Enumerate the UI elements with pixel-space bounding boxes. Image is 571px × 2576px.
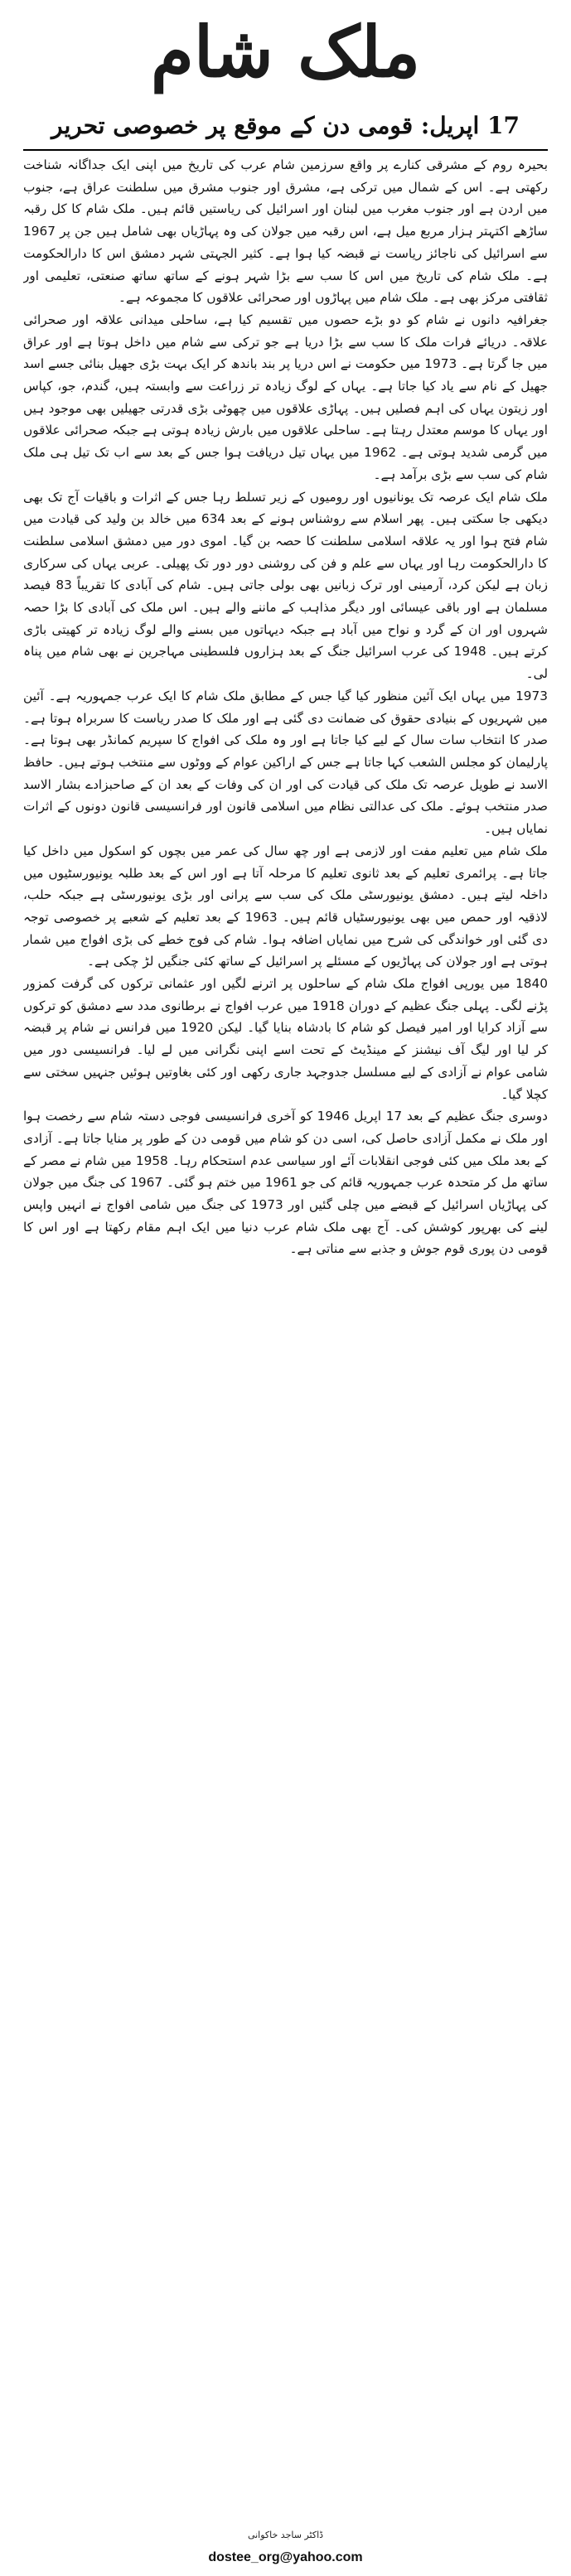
author-byline: ڈاکٹر ساجد خاکوانی [247, 2530, 324, 2540]
article-paragraph: ملک شام میں تعلیم مفت اور لازمی ہے اور چھ سال کی عمر میں بچوں کو اسکول میں داخل کیا جاتا ہے۔ پرائمری تعلیم کے بعد ثانوی تعلیم کا مرحلہ آتا ہے اور اس کے بعد طلبہ یونیورسٹیوں میں داخلہ لیتے ہیں۔ دمشق یونیورسٹی ملک کی سب سے پرانی اور بڑی یونیورسٹی ہے جبکہ حلب، لاذقیہ اور حمص میں بھی یونیورسٹیاں قائم ہیں۔ 1963 کے بعد تعلیم کے شعبے پر خصوصی توجہ دی گئی اور خواندگی کی شرح میں نمایاں اضافہ ہوا۔ شام کی فوج خطے کی بڑی افواج میں شمار ہوتی ہے اور جولان کی پہاڑیوں کے مسئلے پر اسرائیل کے ساتھ کئی جنگیں لڑ چکی ہے۔ [23, 843, 548, 969]
article-paragraph: 1973 میں یہاں ایک آئین منظور کیا گیا جس کے مطابق ملک شام کا ایک عرب جمہوریہ ہے۔ آئین میں شہریوں کے بنیادی حقوق کی ضمانت دی گئی ہے اور ملک کا صدر ریاست کا سربراہ ہوتا ہے۔ صدر کا انتخاب سات سال کے لیے کیا جاتا ہے اور وہ ملک کی افواج کا سپریم کمانڈر بھی ہوتا ہے۔ پارلیمان کو مجلس الشعب کہا جاتا ہے جس کے اراکین عوام کے ووٹوں سے منتخب ہوتے ہیں۔ حافظ الاسد نے طویل عرصہ تک ملک کی قیادت کی اور ان کی وفات کے بعد ان کے صاحبزادے بشار الاسد صدر منتخب ہوئے۔ ملک کی عدالتی نظام میں اسلامی قانون اور فرانسیسی قانون دونوں کے اثرات نمایاں ہیں۔ [23, 688, 548, 837]
article-paragraph: 1840 میں یورپی افواج ملک شام کے ساحلوں پر اترنے لگیں اور عثمانی ترکوں کی گرفت کمزور پڑنے لگی۔ پہلی جنگ عظیم کے دوران 1918 میں عرب افواج نے برطانوی مدد سے دمشق کو ترکوں سے آزاد کرایا اور امیر فیصل کو شام کا بادشاہ بنایا گیا۔ لیکن 1920 میں فرانس نے شام پر قبضہ کر لیا اور لیگ آف نیشنز کے مینڈیٹ کے تحت اسے اپنی نگرانی میں لے لیا۔ فرانسیسی دور میں شامی عوام نے آزادی کے لیے مسلسل جدوجہد جاری رکھی اور کئی بغاوتیں ہوئیں جنہیں سختی سے کچلا گیا۔ [23, 976, 548, 1102]
article-paragraph: بحیرہ روم کے مشرقی کنارے پر واقع سرزمین شام عرب کی تاریخ میں اپنی ایک جداگانہ شناخت رکھتی ہے۔ اس کے شمال میں ترکی ہے، مشرق اور جنوب مشرق میں سلطنت عراق ہے، جنوب میں اردن ہے اور جنوب مغرب میں لبنان اور اسرائیل کی ریاستیں قائم ہیں۔ ملک شام کا کل رقبہ ساڑھے اکتہتر ہزار مربع میل ہے، اس رقبہ میں جولان کی وہ پہاڑیاں بھی شامل ہیں جن پر 1967 سے اسرائیل کی ناجائز ریاست نے قبضہ کیا ہوا ہے۔ کثیر الجہتی شہر دمشق اس کا دارالحکومت ہے۔ ملک شام کی تاریخ میں اس کا سب سے بڑا شہر ہونے کے ساتھ ساتھ صنعتی، تعلیمی اور ثقافتی مرکز بھی ہے۔ ملک شام میں پہاڑوں اور صحرائی علاقوں کا مجموعہ ہے۔ [23, 157, 548, 306]
author-email: dostee_org@yahoo.com [208, 2550, 363, 2564]
article-paragraph: جغرافیہ دانوں نے شام کو دو بڑے حصوں میں تقسیم کیا ہے، ساحلی میدانی علاقہ اور صحرائی علاقہ۔ دریائے فرات ملک کا سب سے بڑا دریا ہے جو ترکی سے شام میں داخل ہوتا ہے اور عراق میں جا گرتا ہے۔ 1973 میں حکومت نے اس دریا پر بند باندھ کر ایک بہت بڑی جھیل بنائی جسے اسد جھیل کے نام سے یاد کیا جاتا ہے۔ یہاں کے لوگ زیادہ تر زراعت سے وابستہ ہیں، گندم، جو، کپاس اور زیتون یہاں کی اہم فصلیں ہیں۔ پہاڑی علاقوں میں چھوٹی بڑی قدرتی جھیلیں بھی موجود ہیں اور یہاں کا موسم معتدل رہتا ہے۔ ساحلی علاقوں میں بارش زیادہ ہوتی ہے جبکہ صحرائی علاقوں میں گرمی شدید ہوتی ہے۔ 1962 میں یہاں تیل دریافت ہوا جس کے بعد سے اب تک تیل ہی ملک شام کی سب سے بڑی برآمد ہے۔ [23, 312, 548, 482]
masthead-title: ملک شام [150, 11, 421, 93]
article-body [23, 154, 548, 2524]
article-subtitle: 17 اپریل: قومی دن کے موقع پر خصوصی تحریر [51, 112, 520, 139]
header-divider [23, 149, 548, 151]
article-paragraph: دوسری جنگ عظیم کے بعد 17 اپریل 1946 کو آخری فرانسیسی فوجی دستہ شام سے رخصت ہوا اور ملک نے مکمل آزادی حاصل کی، اسی دن کو شام میں قومی دن کے طور پر منایا جاتا ہے۔ آزادی کے بعد ملک میں کئی فوجی انقلابات آئے اور سیاسی عدم استحکام رہا۔ 1958 میں شام نے مصر کے ساتھ مل کر متحدہ عرب جمہوریہ قائم کی جو 1961 میں ختم ہو گئی۔ 1967 کی جنگ میں جولان کی پہاڑیاں اسرائیل کے قبضے میں چلی گئیں اور 1973 کی جنگ میں شامی افواج نے انہیں واپس لینے کی بھرپور کوشش کی۔ آج بھی ملک شام عرب دنیا میں ایک اہم مقام رکھتا ہے اور اس کا قومی دن پوری قوم جوش و جذبے سے مناتی ہے۔ [23, 1109, 548, 1257]
article-paragraph: ملک شام ایک عرصہ تک یونانیوں اور رومیوں کے زیر تسلط رہا جس کے اثرات و باقیات آج تک بھی دیکھی جا سکتی ہیں۔ پھر اسلام سے روشناس ہونے کے بعد 634 میں خالد بن ولید کی قیادت میں شام فتح ہوا اور یہ علاقہ اسلامی سلطنت کا حصہ بن گیا۔ اموی دور میں دمشق اسلامی سلطنت کا دارالحکومت رہا اور یہاں سے علم و فن کی روشنی دور دور تک پھیلی۔ عربی یہاں کی سرکاری زبان ہے لیکن کرد، آرمینی اور ترک زبانیں بھی بولی جاتی ہیں۔ شام کی آبادی کا تقریباً 83 فیصد مسلمان ہے اور باقی عیسائی اور دیگر مذاہب کے ماننے والے ہیں۔ اس ملک کی آبادی کا بڑا حصہ شہروں اور ان کے گرد و نواح میں آباد ہے جبکہ دیہاتوں میں بسنے والے لوگ زیادہ تر کھیتی باڑی کرتے ہیں۔ 1948 کی عرب اسرائیل جنگ کے بعد ہزاروں فلسطینی مہاجرین نے بھی شام میں پناہ لی۔ [23, 489, 548, 682]
